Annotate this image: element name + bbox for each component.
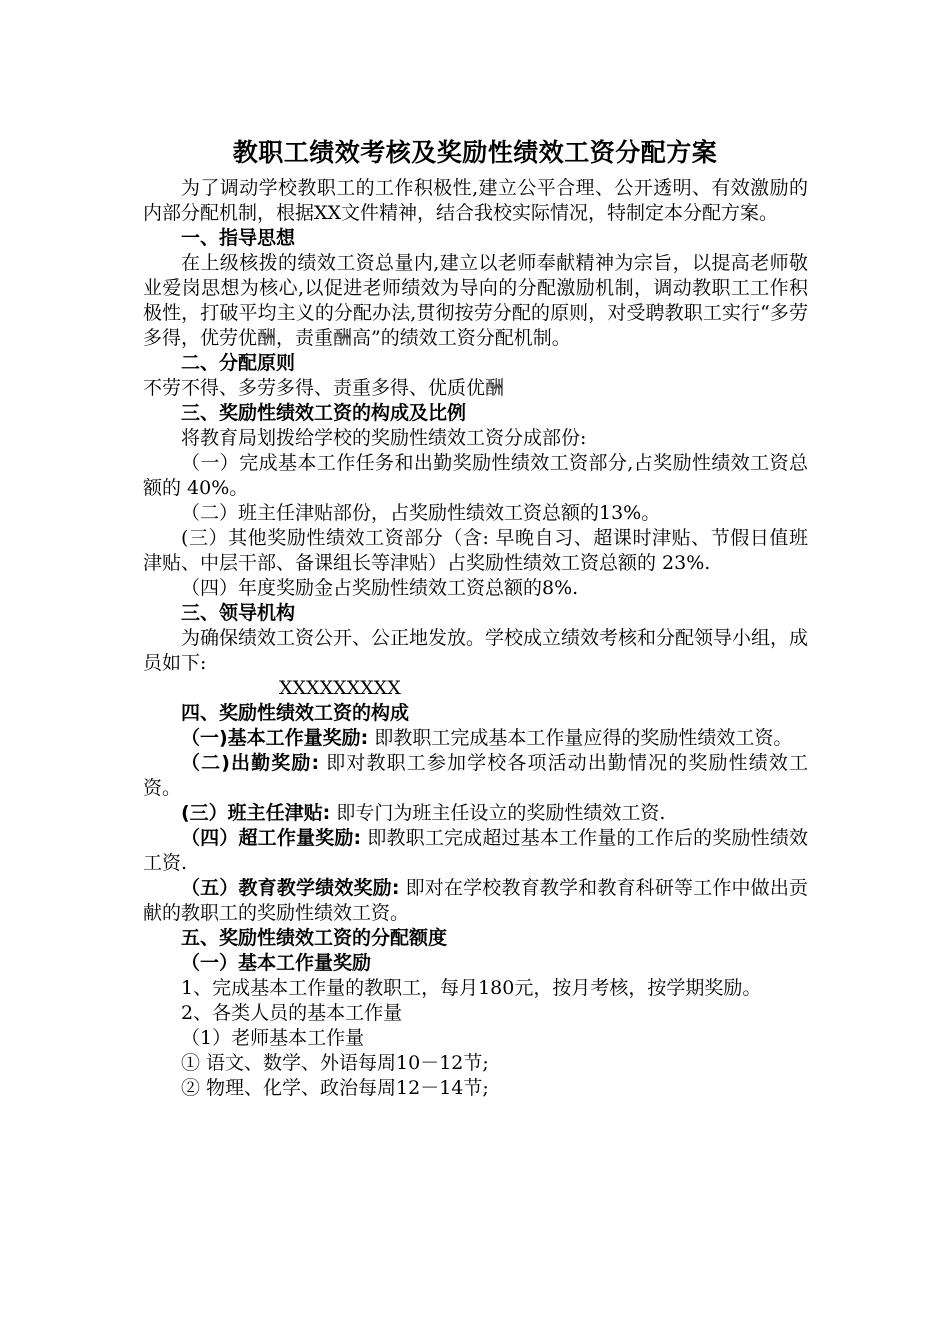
- section-2-heading: 二、分配原则: [181, 352, 296, 374]
- section-4-item-text: 即教职工完成超过基本工作量的工作后的奖励性绩效工资.: [143, 827, 808, 874]
- section-5-paragraph: 1、完成基本工作量的教职工，每月180元，按月考核，按学期奖励。: [181, 977, 762, 999]
- section-4-item-label: （五）教育教学绩效奖励:: [181, 877, 400, 899]
- section-4-item: [143, 876, 808, 926]
- section-4-item-label: （一)基本工作量奖励:: [181, 727, 369, 749]
- section-3-item-3: (三）其他奖励性绩效工资部分（含: 早晚自习、超课时津贴、节假日值班津贴、中层干部、备课组长等津贴）占奖励性绩效工资总额的 23%.: [143, 527, 808, 574]
- section-5-subheading: （一）基本工作量奖励: [181, 952, 372, 974]
- section-4-item-text: 即教职工完成基本工作量应得的奖励性绩效工资。: [368, 727, 793, 749]
- section-4-item: [143, 826, 808, 876]
- section-3-heading: 三、奖励性绩效工资的构成及比例: [181, 402, 467, 424]
- section-3-item-2: （二）班主任津贴部份，占奖励性绩效工资总额的13%。: [181, 502, 661, 524]
- section-4-heading: 四、奖励性绩效工资的构成: [181, 702, 410, 724]
- section-4-item: [143, 726, 808, 751]
- leadership-paragraph: 为确保绩效工资公开、公正地发放。学校成立绩效考核和分配领导小组，成员如下:: [143, 627, 809, 674]
- leadership-members: XXXXXXXXX: [279, 677, 401, 699]
- document-body: [143, 176, 808, 1101]
- section-5-list-item: ① 语文、数学、外语每周10－12节;: [181, 1052, 489, 1074]
- section-2-paragraph: 不劳不得、多劳多得、责重多得、优质优酬: [143, 377, 505, 399]
- document-title: 教职工绩效考核及奖励性绩效工资分配方案: [232, 138, 718, 167]
- section-3-lead: 将教育局划拨给学校的奖励性绩效工资分成部份:: [181, 427, 587, 449]
- section-4-item-text: 即对在学校教育教学和教育科研等工作中做出贡献的教职工的奖励性绩效工资。: [143, 877, 808, 924]
- section-5-paragraph: （1）老师基本工作量: [181, 1027, 365, 1049]
- leadership-heading: 三、领导机构: [181, 602, 296, 624]
- section-4-item-text: 即专门为班主任设立的奖励性绩效工资.: [330, 802, 666, 824]
- section-1-heading: 一、指导思想: [181, 227, 296, 249]
- section-4-item: [143, 801, 808, 826]
- section-4-item-text: 即对教职工参加学校各项活动出勤情况的奖励性绩效工资。: [143, 752, 808, 799]
- section-3-item-4: （四）年度奖励金占奖励性绩效工资总额的8%.: [181, 577, 579, 599]
- section-1-paragraph: 在上级核拨的绩效工资总量内,建立以老师奉献精神为宗旨，以提高老师敬业爱岗思想为核心,以促进老师绩效为导向的分配激励机制，调动教职工工作积极性，打破平均主义的分配办法,贯彻按劳分配的原则，对受聘教职工实行“多劳多得，优劳优酬，责重酬高”的绩效工资分配机制。: [143, 252, 808, 349]
- section-4-item-label: （二)出勤奖励:: [181, 752, 320, 774]
- section-5-heading: 五、奖励性绩效工资的分配额度: [181, 927, 448, 949]
- section-4-item: [143, 751, 808, 801]
- section-4-item-label: （四）超工作量奖励:: [181, 827, 362, 849]
- section-5-list-item: ② 物理、化学、政治每周12－14节;: [181, 1077, 489, 1099]
- section-4-item-label: (三）班主任津贴:: [181, 802, 331, 824]
- section-5-paragraph: 2、各类人员的基本工作量: [181, 1002, 403, 1024]
- intro-paragraph: 为了调动学校教职工的工作积极性,建立公平合理、公开透明、有效激励的内部分配机制，根据XX文件精神，结合我校实际情况，特制定本分配方案。: [143, 177, 808, 224]
- section-3-item-1: （一）完成基本工作任务和出勤奖励性绩效工资部分,占奖励性绩效工资总额的 40%。: [143, 452, 808, 499]
